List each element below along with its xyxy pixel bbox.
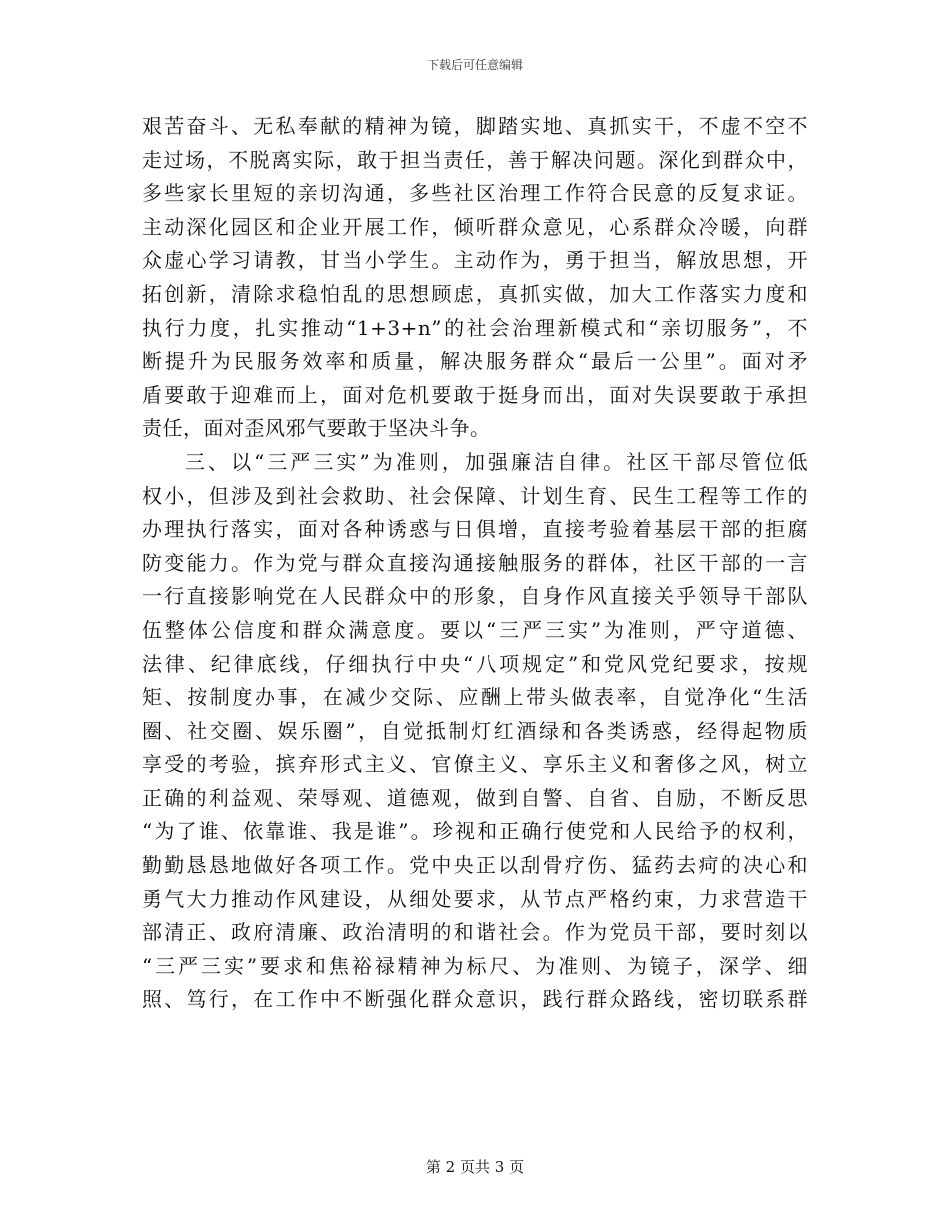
body-line: 部清正、政府清廉、政治清明的和谐社会。作为党员干部，要时刻以 (142, 920, 808, 945)
page-number-footer: 第 2 页共 3 页 (425, 1158, 525, 1176)
body-line: 照、笃行，在工作中不断强化群众意识，践行群众路线，密切联系群 (142, 987, 808, 1012)
document-body (142, 110, 808, 1017)
body-line: 拓创新，清除求稳怕乱的思想顾虑，真抓实做，加大工作落实力度和 (142, 281, 808, 306)
body-line: 走过场，不脱离实际，敢于担当责任，善于解决问题。深化到群众中， (142, 147, 808, 172)
body-line: 多些家长里短的亲切沟通，多些社区治理工作符合民意的反复求证。 (142, 181, 808, 206)
body-line: 勤勤恳恳地做好各项工作。党中央正以刮骨疗伤、猛药去疴的决心和 (142, 853, 808, 878)
body-line: 勇气大力推动作风建设，从细处要求，从节点严格约束，力求营造干 (142, 886, 808, 911)
body-line: 矩、按制度办事，在减少交际、应酬上带头做表率，自觉净化“生活 (142, 685, 808, 710)
body-line: 权小，但涉及到社会救助、社会保障、计划生育、民生工程等工作的 (142, 483, 808, 508)
body-line: 盾要敢于迎难而上，面对危机要敢于挺身而出，面对失误要敢于承担 (142, 382, 808, 407)
body-line: 执行力度，扎实推动“1+3+n”的社会治理新模式和“亲切服务”，不 (142, 315, 808, 340)
body-line: 法律、纪律底线，仔细执行中央“八项规定”和党风党纪要求，按规 (142, 651, 808, 676)
body-line: 断提升为民服务效率和质量，解决服务群众“最后一公里”。面对矛 (142, 349, 808, 374)
body-line: 艰苦奋斗、无私奉献的精神为镜，脚踏实地、真抓实干，不虚不空不 (142, 114, 808, 138)
body-line: 一行直接影响党在人民群众中的形象，自身作风直接关乎领导干部队 (142, 584, 808, 609)
body-line: “为了谁、依靠谁、我是谁”。珍视和正确行使党和人民给予的权利， (142, 819, 808, 844)
body-line: 正确的利益观、荣辱观、道德观，做到自警、自省、自励，不断反思 (142, 785, 808, 810)
page-header-note: 下载后可任意编辑 (426, 58, 523, 72)
body-line: “三严三实”要求和焦裕禄精神为标尺、为准则、为镜子，深学、细 (142, 953, 808, 978)
body-line: 防变能力。作为党与群众直接沟通接触服务的群体，社区干部的一言 (142, 550, 808, 575)
body-line: 主动深化园区和企业开展工作，倾听群众意见，心系群众冷暖，向群 (142, 214, 808, 239)
section-heading-line: 三、以“三严三实”为准则，加强廉洁自律。社区干部尽管位低 (185, 449, 808, 474)
body-line: 责任，面对歪风邪气要敢于坚决斗争。 (142, 416, 491, 441)
body-line: 享受的考验，摈弃形式主义、官僚主义、享乐主义和奢侈之风，树立 (142, 752, 808, 777)
body-line: 伍整体公信度和群众满意度。要以“三严三实”为准则，严守道德、 (142, 617, 808, 642)
body-line: 办理执行落实，面对各种诱惑与日俱增，直接考验着基层干部的拒腐 (142, 517, 808, 542)
body-line: 圈、社交圈、娱乐圈”，自觉抵制灯红酒绿和各类诱惑，经得起物质 (142, 718, 808, 743)
body-line: 众虚心学习请教，甘当小学生。主动作为，勇于担当，解放思想，开 (142, 248, 808, 273)
